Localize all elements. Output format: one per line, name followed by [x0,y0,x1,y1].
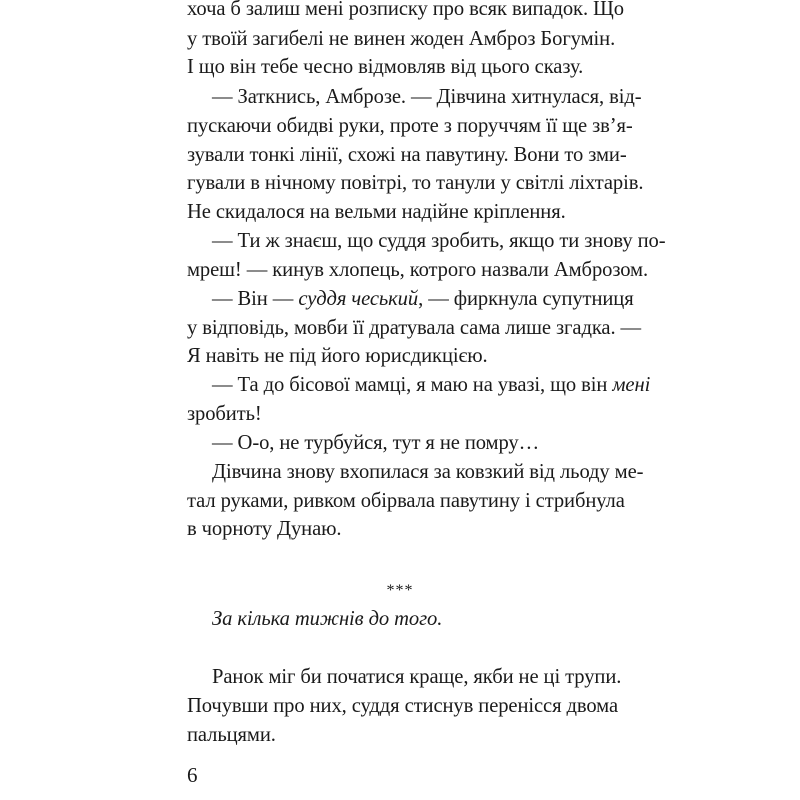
text-line: у відповідь, мовби її дратувала сама лише згадка. — [187,317,642,339]
text-line: Дівчина знову вхопилася за ковзкий від льоду ме- [212,461,644,483]
text-line: — Він — суддя чеський, — фиркнула супутниця [212,288,634,310]
text-line: — Та до бісової мамці, я маю на увазі, що він мені [212,374,651,396]
text-line: Почувши про них, суддя стиснув перенісся двома [187,695,619,717]
text-line: зували тонкі лінії, схожі на павутину. Вони то зми- [187,144,627,166]
text-line: тал руками, ривком обірвала павутину і стрибнула [187,490,625,512]
text-line: в чорноту Дунаю. [187,518,342,540]
text-line: — Ти ж знаєш, що суддя зробить, якщо ти знову по- [212,230,666,252]
section-separator: *** [386,582,414,599]
text-line: пускаючи обидві руки, проте з поруччям її ще зв’я- [187,115,633,137]
text-line: — Заткнись, Амброзе. — Дівчина хитнулася, від- [212,86,642,108]
text-line: зробить! [187,403,262,425]
text-line: — О-о, не турбуйся, тут я не помру… [212,432,540,454]
text-line: Ранок міг би початися краще, якби не ці трупи. [212,666,622,688]
text-line: Я навіть не під його юрисдикцією. [187,345,488,367]
italic-text: суддя чеський [298,288,419,310]
text-line: мреш! — кинув хлопець, котрого назвали Амброзом. [187,259,649,281]
text-line: хоча б залиш мені розписку про всяк випадок. Що [187,0,624,20]
italic-text: мені [612,374,651,396]
text-line: Не скидалося на вельми надійне кріплення. [187,201,566,223]
text-line: пальцями. [187,724,276,746]
text-line: у твоїй загибелі не винен жоден Амброз Богумін. [187,28,616,50]
text-line: гували в нічному повітрі, то танули у світлі ліхтарів. [187,172,644,194]
page-number: 6 [187,763,198,787]
section-epigraph: За кілька тижнів до того. [212,608,443,630]
text-line: І що він тебе чесно відмовляв від цього сказу. [187,56,584,78]
